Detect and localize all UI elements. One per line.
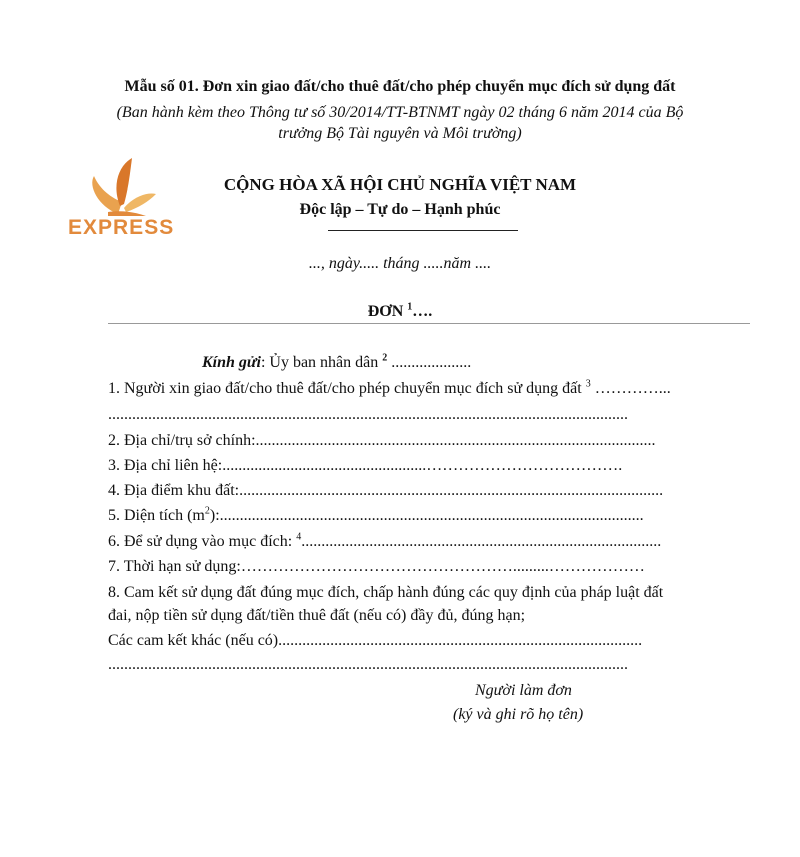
issued-by-line-1: (Ban hành kèm theo Thông tư số 30/2014/TT-BTNMT ngày 02 tháng 6 năm 2014 của Bộ — [116, 104, 684, 121]
item-7-duration: 7. Thời hạn sử dụng:…………………………………………….........……………… — [108, 558, 645, 575]
logo-text: EXPRESS — [68, 216, 175, 239]
form-title: Mẫu số 01. Đơn xin giao đất/cho thuê đất/cho phép chuyển mục đích sử dụng đất — [124, 78, 676, 95]
addressee-fill: .................... — [387, 354, 472, 371]
item-1 — [108, 380, 671, 398]
document-title-text: ĐƠN — [367, 303, 404, 320]
item-5-area — [108, 507, 644, 525]
document-title — [0, 303, 800, 321]
addressee-label: Kính gửi — [202, 354, 261, 371]
express-logo — [64, 156, 184, 240]
national-title: CỘNG HÒA XÃ HỘI CHỦ NGHĨA VIỆT NAM — [223, 175, 577, 194]
date-line: ..., ngày..... tháng .....năm .... — [308, 255, 492, 272]
other-commitments-continuation: .................................................................................................................................. — [108, 656, 628, 673]
item-5-text: 5. Diện tích (m — [108, 507, 205, 524]
item-6-fill: .......................................................................................... — [301, 533, 662, 550]
issued-by-line-2: trưởng Bộ Tài nguyên và Môi trường) — [278, 125, 522, 142]
item-1-text: 1. Người xin giao đất/cho thuê đất/cho phép chuyển mục đích sử dụng đất — [108, 380, 582, 397]
item-5-fill: ):.......................................................................................................... — [209, 507, 644, 524]
item-1-continuation: .................................................................................................................................. — [108, 406, 628, 423]
footnote-1: 1 — [407, 301, 413, 313]
signature-label: Người làm đơn — [475, 682, 572, 699]
item-1-fill: …………... — [590, 380, 671, 397]
signature-note: (ký và ghi rõ họ tên) — [453, 706, 584, 723]
item-8-line-2: đai, nộp tiền sử dụng đất/tiền thuê đất (nếu có) đầy đủ, đúng hạn; — [108, 607, 526, 624]
footnote-2: 2 — [382, 352, 388, 364]
footnote-4: 4 — [296, 531, 302, 543]
item-2-address: 2. Địa chỉ/trụ sở chính:.................................................................................................... — [108, 432, 656, 449]
item-6-purpose — [108, 533, 661, 551]
addressee-text: : Ủy ban nhân dân — [260, 354, 379, 371]
item-4-location: 4. Địa điểm khu đất:.......................................................................................................... — [108, 482, 664, 499]
other-commitments: Các cam kết khác (nếu có)........................................................................................... — [108, 632, 643, 649]
national-motto: Độc lập – Tự do – Hạnh phúc — [299, 201, 501, 218]
document-title-tail: …. — [412, 303, 433, 320]
motto-underline — [328, 230, 518, 231]
footnote-3: 3 — [585, 378, 591, 390]
item-6-text: 6. Để sử dụng vào mục đích: — [108, 533, 293, 550]
item-8-line-1: 8. Cam kết sử dụng đất đúng mục đích, chấp hành đúng các quy định của pháp luật đất — [108, 584, 664, 601]
addressee-line — [202, 354, 471, 372]
title-divider — [108, 323, 750, 324]
item-3-contact: 3. Địa chỉ liên hệ:...................................................………………………………. — [108, 457, 623, 474]
area-superscript: 2 — [204, 505, 210, 517]
